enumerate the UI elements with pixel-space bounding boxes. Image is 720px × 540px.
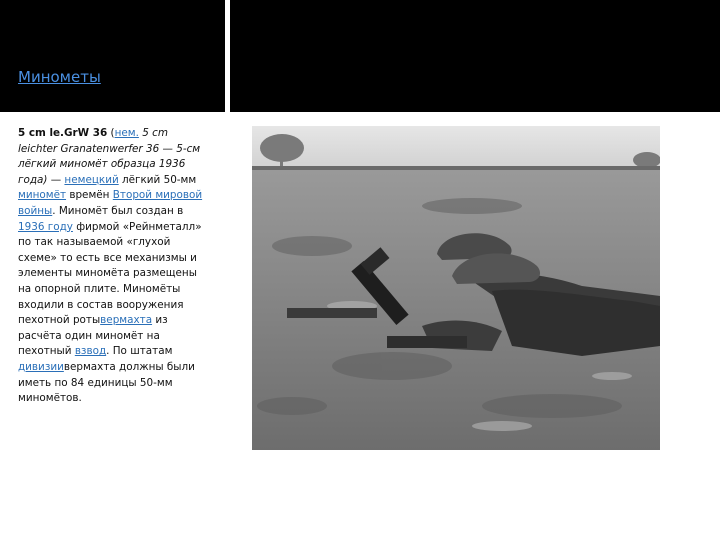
header-band-right	[230, 0, 720, 112]
photo-mortar-crew	[252, 126, 660, 450]
text-segment: фирмой «Рейнметалл» по так называемой «глухой схеме» то есть все механизмы и элементы миномёта размещены на опорной плите. Миномёты входили в состав вооружения пехотной роты	[18, 220, 202, 327]
italic-german-name: 5 cm leichter Granatenwerfer 36 — 5-см лёгкий миномёт образца 1936 года)	[18, 127, 201, 186]
link-1936[interactable]: 1936 году	[18, 220, 73, 233]
text-segment: из расчёта один миномёт на пехотный	[18, 314, 168, 358]
text-segment: времён	[66, 189, 113, 202]
link-german[interactable]: немецкий	[64, 173, 119, 186]
text-segment: (	[107, 127, 115, 139]
header-band-left	[0, 0, 225, 112]
link-ww2[interactable]: Второй мировой войны	[18, 189, 203, 217]
link-platoon[interactable]: взвод	[74, 345, 107, 358]
text-segment: лёгкий 50-мм	[118, 173, 197, 186]
link-wehrmacht[interactable]: вермахта	[100, 314, 153, 327]
slide-title[interactable]: Минометы	[18, 68, 101, 86]
photo-illustration	[252, 126, 660, 450]
link-division[interactable]: дивизии	[18, 360, 64, 373]
link-lang[interactable]: нем.	[114, 127, 139, 139]
text-segment: . По штатам	[106, 345, 173, 358]
lead-bold: 5 cm le.GrW 36	[18, 127, 108, 139]
text-segment: . Миномёт был создан в	[52, 204, 184, 217]
text-segment: —	[47, 173, 65, 186]
link-mortar[interactable]: миномёт	[18, 189, 67, 202]
text-segment: вермахта должны были иметь по 84 единицы 50-мм миномётов.	[18, 360, 195, 405]
body-text	[18, 126, 210, 407]
